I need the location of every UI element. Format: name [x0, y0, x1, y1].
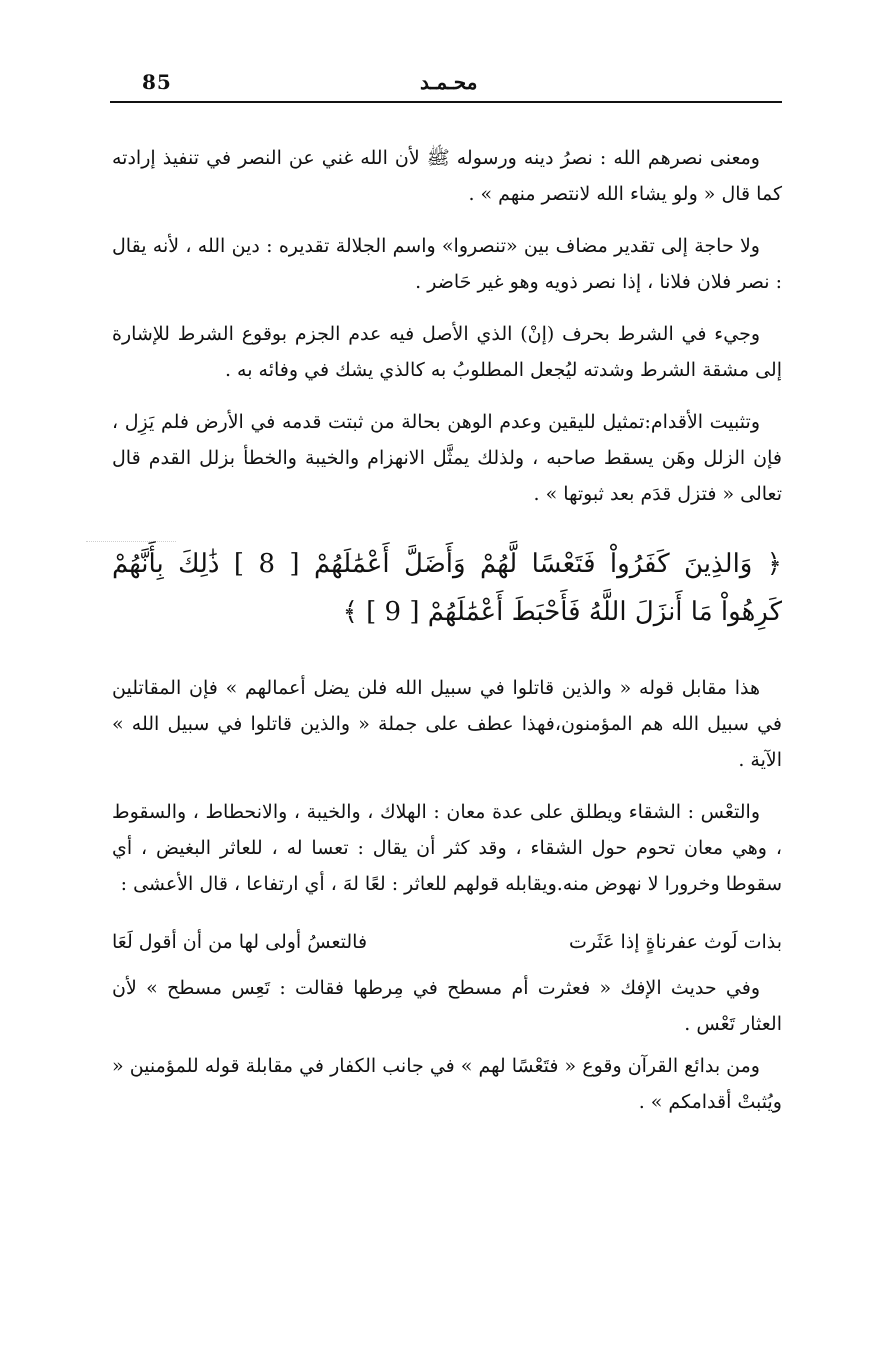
quran-verse: ﴿ وَالذِينَ كَفَرُواْ فَتَعْسًا لَّهُمْ وَأَضَلَّ أَعْمَٰلَهُمْ [ 8 ] ذَٰلِكَ بِأَنَّهُمْ كَرِهُواْ مَا أَنزَلَ اللَّهُ فَأَحْبَطَ أَعْمَٰلَهُمْ [ 9 ] ﴾	[112, 549, 782, 627]
page-body	[112, 140, 782, 1136]
header-rule	[110, 101, 782, 103]
paragraph-8: ومن بدائع القرآن وقوع « فتَعْسًا لهم » في جانب الكفار في مقابلة قوله للمؤمنين « ويُثبتْ أقدامكم » .	[112, 1055, 782, 1113]
page-number: 85	[142, 70, 172, 94]
poem-verse	[112, 924, 782, 960]
poem-hemistich-1: بذات لَوث عفرناةٍ إذا عَثَرت	[569, 931, 782, 953]
paragraph-5: هذا مقابل قوله « والذين قاتلوا في سبيل الله فلن يضل أعمالهم » فإن المقاتلين في سبيل الله هم المؤمنون،فهذا عطف على جملة « والذين قاتلوا في سبيل الله » الآية .	[112, 677, 782, 771]
paragraph-7: وفي حديث الإفك « فعثرت أم مسطح في مِرطها فقالت : تَعِس مسطح » لأن العثار تَعْس .	[112, 977, 782, 1035]
paragraph-6: والتعْس : الشقاء ويطلق على عدة معان : الهلاك ، والخيبة ، والانحطاط ، والسقوط ، وهي معان تحوم حول الشقاء ، وقد كثر أن يقال : تعسا له ، للعاثر البغيض ، أي سقوطا وخرورا لا نهوض منه.ويقابله قولهم للعاثر : لعًا لهَ ، أي ارتفاعا ، قال الأعشى :	[112, 801, 782, 895]
paragraph-4: وتثبيت الأقدام:تمثيل لليقين وعدم الوهن بحالة من ثبتت قدمه في الأرض فلم يَزِل ، فإن الزلل وهَن يسقط صاحبه ، ولذلك يمثَّل الانهزام والخيبة والخطأ بزلل القدم قال تعالى « فتزل قدَم بعد ثبوتها » .	[112, 411, 782, 505]
paragraph-1: ومعنى نصرهم الله : نصرُ دينه ورسوله ﷺ لأن الله غني عن النصر في تنفيذ إرادته كما قال « ولو يشاء الله لانتصر منهم » .	[112, 147, 782, 205]
paragraph-2: ولا حاجة إلى تقدير مضاف بين «تنصروا» واسم الجلالة تقديره : دين الله ، لأنه يقال : نصر فلان فلانا ، إذا نصر ذويه وهو غير حَاضر .	[112, 235, 782, 293]
poem-hemistich-2: فالتعسُ أولى لها من أن أقول لَعَا	[112, 931, 368, 953]
running-title: محـمـد	[420, 70, 478, 94]
page-header	[110, 66, 782, 100]
paragraph-3: وجيء في الشرط بحرف (إنْ) الذي الأصل فيه عدم الجزم بوقوع الشرط للإشارة إلى مشقة الشرط وشدته ليُجعل المطلوبُ به كالذي يشك في وفائه به .	[112, 323, 782, 381]
